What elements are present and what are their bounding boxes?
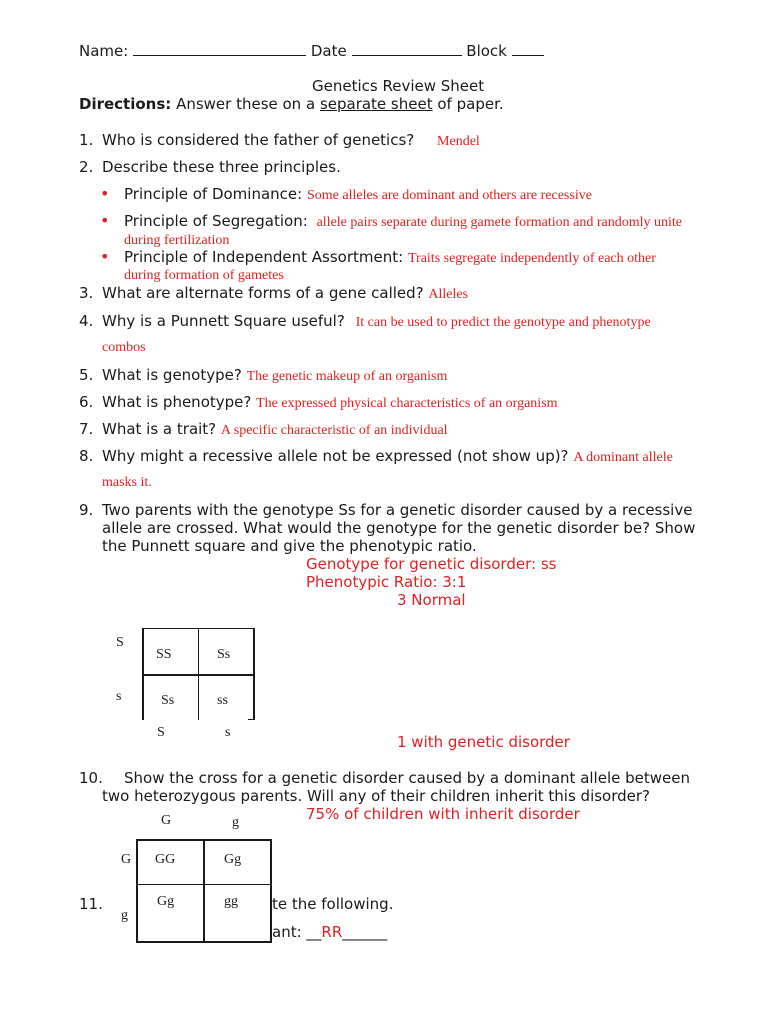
question-1: [102, 131, 480, 151]
q9-ratio-answer: Phenotypic Ratio: 3:1: [306, 573, 467, 591]
answer-tail: ______: [342, 923, 388, 941]
question-number: 3.: [79, 284, 94, 302]
question-number: 4.: [79, 312, 94, 330]
punnett-row-label: g: [121, 908, 128, 923]
principle-2: [124, 212, 682, 232]
bullet-icon: •: [100, 184, 110, 203]
question-number: 7.: [79, 420, 94, 438]
principle-answer: Traits segregate independently of each other: [407, 251, 656, 266]
punnett-col-label: G: [161, 813, 172, 828]
punnett-row-label: S: [116, 635, 124, 650]
header-line: [79, 41, 544, 60]
question-text: What is phenotype?: [102, 393, 252, 411]
question-number: 11.: [79, 895, 103, 913]
question-number: 5.: [79, 366, 94, 384]
question-number: 6.: [79, 393, 94, 411]
q9-genotype-answer: Genotype for genetic disorder: ss: [306, 555, 557, 573]
answer-text: Mendel: [437, 134, 480, 149]
question-number: 10.: [79, 769, 103, 787]
directions-post: of paper.: [437, 95, 504, 113]
question-9-line: Two parents with the genotype Ss for a genetic disorder caused by a recessive: [102, 501, 693, 519]
name-blank[interactable]: [133, 41, 306, 56]
date-label: Date: [310, 42, 347, 60]
block-blank[interactable]: [512, 41, 544, 56]
directions-pre: Answer these on a: [176, 95, 316, 113]
principle-answer: allele pairs separate during gamete formation and randomly unite: [316, 215, 682, 230]
question-number: 2.: [79, 158, 94, 176]
question-6: [102, 393, 558, 413]
question-number: 8.: [79, 447, 94, 465]
punnett-cell: Gg: [224, 852, 242, 867]
question-number: 1.: [79, 131, 94, 149]
principle-label: Principle of Segregation:: [124, 212, 308, 230]
punnett-col-label: S: [157, 725, 165, 740]
principle-label: Principle of Independent Assortment:: [124, 248, 404, 266]
answer-text: RR: [321, 923, 343, 941]
question-text: What are alternate forms of a gene called?: [102, 284, 424, 302]
question-4: [102, 312, 651, 332]
date-blank[interactable]: [352, 41, 462, 56]
principle-answer-cont: during fertilization: [124, 233, 230, 248]
punnett-col-label: g: [232, 815, 239, 830]
question-text: Why is a Punnett Square useful?: [102, 312, 345, 330]
punnett-row-label: G: [121, 852, 132, 867]
answer-text: The expressed physical characteristics of an organism: [256, 396, 558, 411]
question-7: [102, 420, 448, 440]
question-8: [102, 447, 673, 467]
punnett-row-label: s: [116, 689, 122, 704]
punnett-col-label: s: [225, 725, 231, 740]
question-text: What is a trait?: [102, 420, 217, 438]
answer-prefix: ant: __: [272, 923, 322, 941]
punnett-cell: gg: [224, 894, 238, 909]
directions: [79, 95, 504, 113]
directions-underlined: separate sheet: [319, 95, 433, 113]
bullet-icon: •: [100, 247, 110, 266]
principle-3: [124, 248, 656, 268]
punnett-cell: GG: [155, 852, 176, 867]
question-2: Describe these three principles.: [102, 158, 341, 176]
answer-text: The genetic makeup of an organism: [246, 369, 448, 384]
punnett-cell: SS: [156, 647, 172, 662]
page-title: Genetics Review Sheet: [312, 77, 485, 95]
answer-text: A dominant allele: [573, 450, 673, 465]
punnett-cell: Ss: [217, 647, 231, 662]
principle-answer: Some alleles are dominant and others are recessive: [306, 188, 592, 203]
question-text: Why might a recessive allele not be expressed (not show up)?: [102, 447, 569, 465]
q9-disorder-answer: 1 with genetic disorder: [397, 733, 570, 751]
q9-normal-answer: 3 Normal: [397, 591, 466, 609]
punnett-cell: ss: [217, 693, 228, 708]
question-9-line: the Punnett square and give the phenotypic ratio.: [102, 537, 477, 555]
principle-answer-cont: during formation of gametes: [124, 268, 284, 283]
principle-label: Principle of Dominance:: [124, 185, 303, 203]
question-11-partial: te the following.: [272, 895, 394, 913]
answer-text: It can be used to predict the genotype and phenotype: [355, 315, 651, 330]
punnett-cell: Ss: [161, 693, 175, 708]
question-11-answer-line: [272, 923, 387, 941]
answer-text: Alleles: [428, 287, 469, 302]
answer-text: A specific characteristic of an individual: [220, 423, 448, 438]
question-text: What is genotype?: [102, 366, 242, 384]
punnett-cell: Gg: [157, 894, 175, 909]
block-label: Block: [466, 42, 507, 60]
question-3: [102, 284, 468, 304]
question-10-line: two heterozygous parents. Will any of their children inherit this disorder?: [102, 787, 651, 805]
answer-cont: masks it.: [102, 475, 152, 490]
name-label: Name:: [79, 42, 129, 60]
question-10-line: Show the cross for a genetic disorder caused by a dominant allele between: [124, 769, 690, 787]
question-9-line: allele are crossed. What would the genotype for the genetic disorder be? Show: [102, 519, 696, 537]
question-5: [102, 366, 447, 386]
q10-answer: 75% of children with inherit disorder: [306, 805, 580, 823]
directions-label: Directions:: [79, 95, 172, 113]
question-number: 9.: [79, 501, 94, 519]
answer-cont: combos: [102, 340, 146, 355]
bullet-icon: •: [100, 211, 110, 230]
question-text: Who is considered the father of genetics?: [102, 131, 415, 149]
principle-1: [124, 185, 592, 205]
